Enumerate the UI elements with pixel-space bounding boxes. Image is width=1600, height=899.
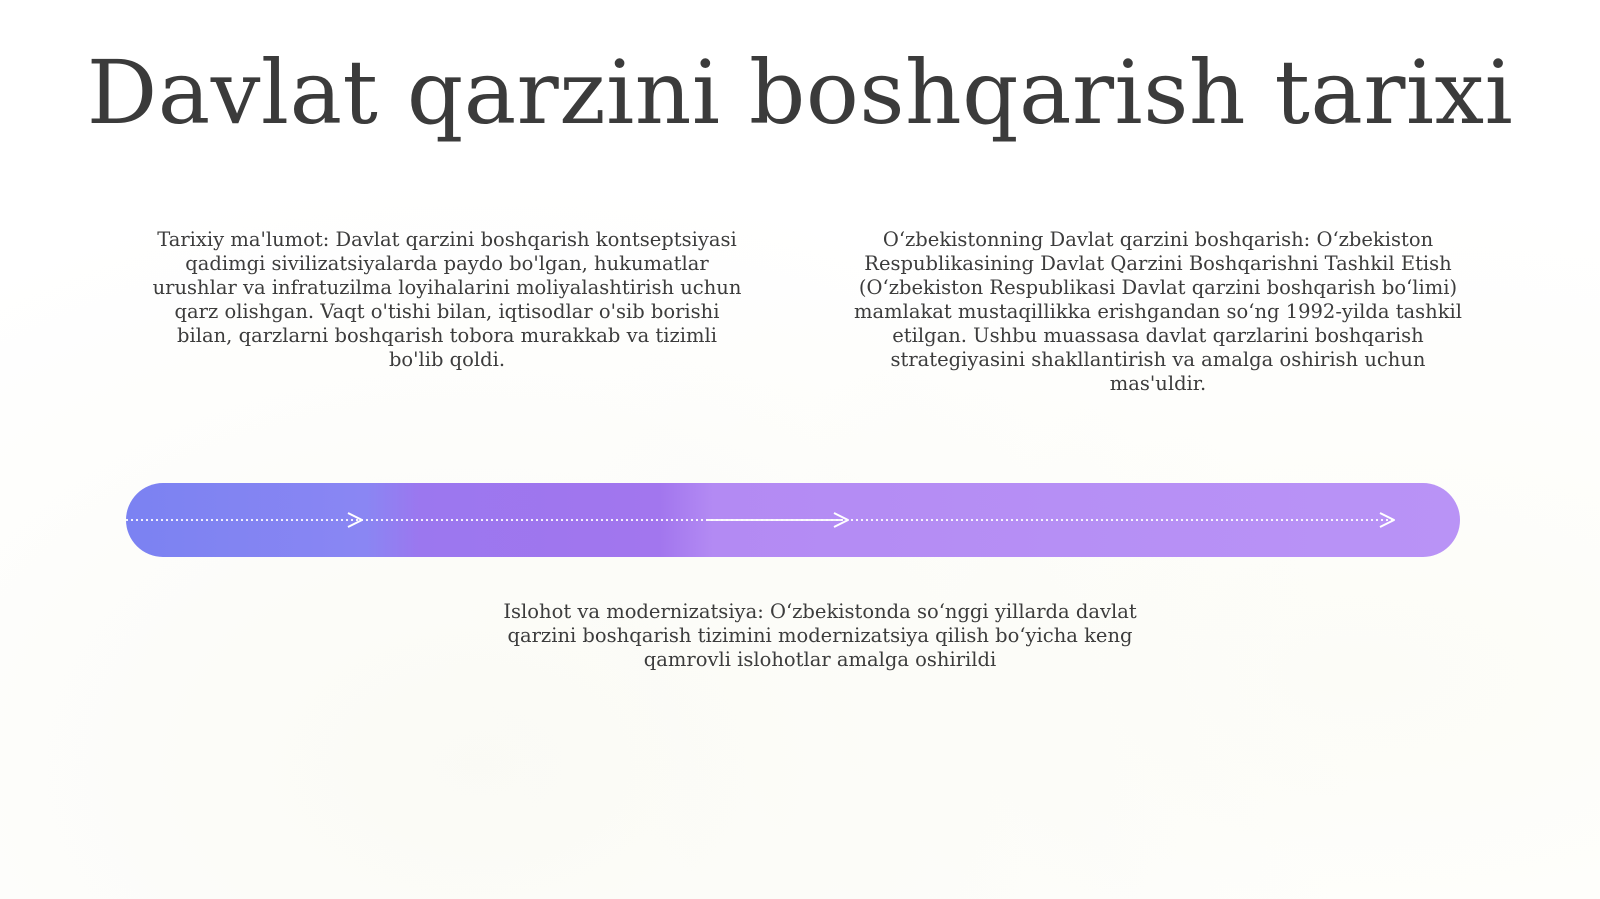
slide-title: Davlat qarzini boshqarish tarixi	[86, 41, 1514, 144]
timeline-line	[126, 483, 1460, 557]
uzbekistan-debt-text: O‘zbekistonning Davlat qarzini boshqarish: O‘zbekiston Respublikasining Davlat Qarzini Boshqarishni Tashkil Etish (O‘zbekiston Respublikasi Davlat qarzini boshqarish bo‘limi) mamlakat mustaqillikka erishgandan so‘ng 1992-yilda tashkil etilgan. Ushbu muassasa davlat qarzlarini boshqarish strategiyasini shakllantirish va amalga oshirish uchun mas'uldir.	[853, 228, 1463, 395]
arrow-right-icon	[348, 513, 362, 527]
timeline-bar	[126, 483, 1460, 557]
historical-info-text: Tarixiy ma'lumot: Davlat qarzini boshqarish kontseptsiyasi qadimgi sivilizatsiyalarda paydo bo'lgan, hukumatlar urushlar va infratuzilma loyihalarini moliyalashtirish uchun qarz olishgan. Vaqt o'tishi bilan, iqtisodlar o'sib borishi bilan, qarzlarni boshqarish tobora murakkab va tizimli bo'lib qoldi.	[152, 228, 742, 371]
reforms-text: Islohot va modernizatsiya: O‘zbekistonda so‘nggi yillarda davlat qarzini boshqarish tizimini modernizatsiya qilish bo‘yicha keng qamrovli islohotlar amalga oshirildi	[503, 600, 1137, 671]
